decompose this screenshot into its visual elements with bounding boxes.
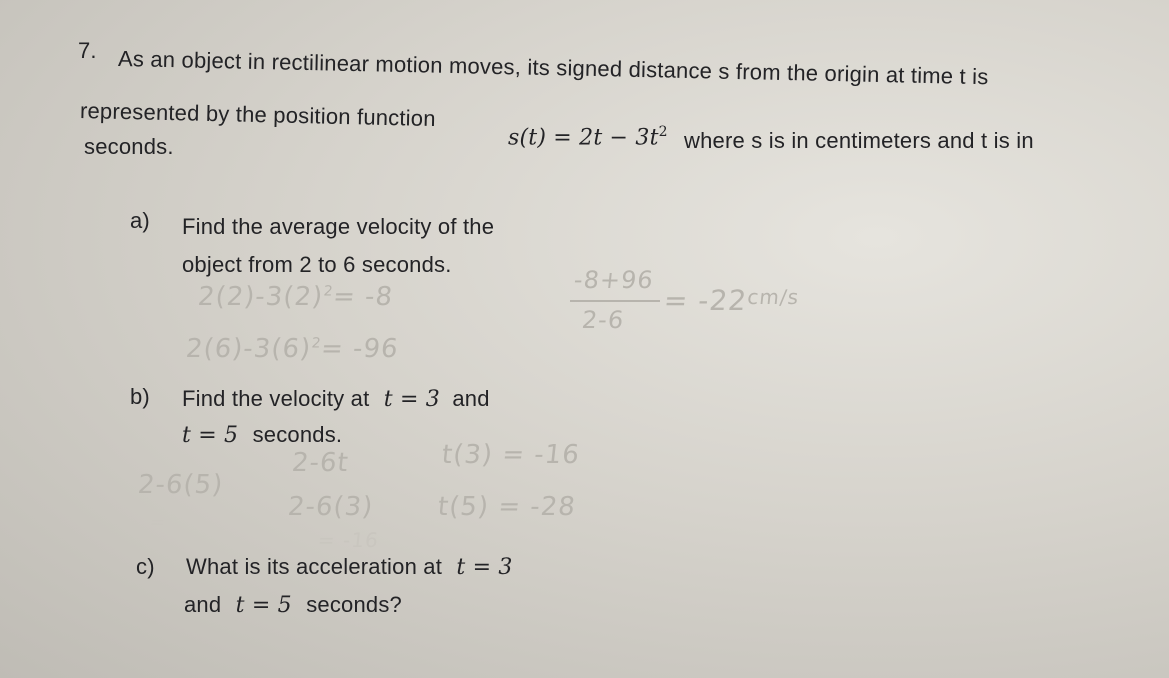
problem-line-2-tail: where s is in centimeters and t is in (684, 128, 1034, 153)
part-a-line-1: Find the average velocity of the (182, 214, 495, 239)
formula-exponent: 2 (658, 124, 668, 140)
handwritten-a-step-2 (184, 334, 400, 364)
part-b-line-1 (182, 386, 490, 412)
position-function-formula (508, 124, 668, 150)
part-b-t3: t = 3 (383, 387, 441, 412)
part-c-t3: t = 3 (456, 555, 513, 580)
part-b-line-2 (182, 422, 342, 448)
handwritten-a-step-1-exp: 2 (322, 283, 335, 300)
handwritten-a-step-1 (196, 282, 394, 312)
part-c-line-1-text: What is its acceleration at (186, 554, 443, 579)
part-b-t5: t = 5 (182, 423, 239, 448)
handwritten-a-step-2-result: = -96 (319, 334, 401, 364)
part-c-line-2-tail: seconds? (306, 592, 402, 617)
handwritten-b-t5-answer: t(5) = -28 (436, 492, 578, 522)
part-c-line-2 (184, 592, 402, 618)
problem-line-1: As an object in rectilinear motion moves, its signed distance s from the origin at time t is (117, 46, 989, 90)
handwritten-a-unit: cm/s (746, 285, 801, 309)
handwritten-b-result: = -16 (316, 528, 381, 552)
part-a-line-2: object from 2 to 6 seconds. (182, 252, 452, 277)
problem-number: 7. (78, 38, 97, 63)
problem-line-2: represented by the position function (79, 98, 436, 132)
handwritten-b-left: 2-6(5) (136, 470, 225, 500)
part-b-letter: b) (130, 384, 150, 409)
part-a-letter: a) (130, 208, 150, 233)
handwritten-a-step-1-expr: 2(2)-3(2) (196, 282, 325, 312)
part-b-line-1-tail: and (452, 386, 490, 411)
part-c-line-1 (186, 554, 513, 580)
handwritten-a-step-2-expr: 2(6)-3(6) (184, 334, 313, 364)
handwritten-a-result-value: = -22 (662, 284, 749, 317)
part-b-line-1-text: Find the velocity at (182, 386, 370, 411)
handwritten-b-formula: 2-6t (290, 448, 351, 478)
part-c-t5: t = 5 (235, 593, 292, 618)
handwritten-a-step-1-result: = -8 (331, 282, 395, 312)
handwritten-a-numerator: -8+96 (572, 266, 656, 294)
handwritten-b-substitute: 2-6(3) (286, 492, 375, 522)
part-c-line-2-text: and (184, 592, 222, 617)
handwritten-a-step-2-exp: 2 (310, 335, 323, 352)
part-b-line-2-tail: seconds. (252, 422, 343, 447)
handwritten-b-equals-mark: = (148, 512, 168, 533)
handwritten-a-result (662, 284, 800, 317)
handwritten-b-t3-answer: t(3) = -16 (440, 440, 582, 470)
handwritten-a-fraction-bar (570, 300, 660, 302)
handwritten-a-denominator: 2-6 (580, 306, 626, 334)
formula-text: s(t) = 2t − 3t (508, 125, 659, 151)
part-c-letter: c) (136, 554, 155, 579)
problem-line-3: seconds. (84, 134, 174, 159)
